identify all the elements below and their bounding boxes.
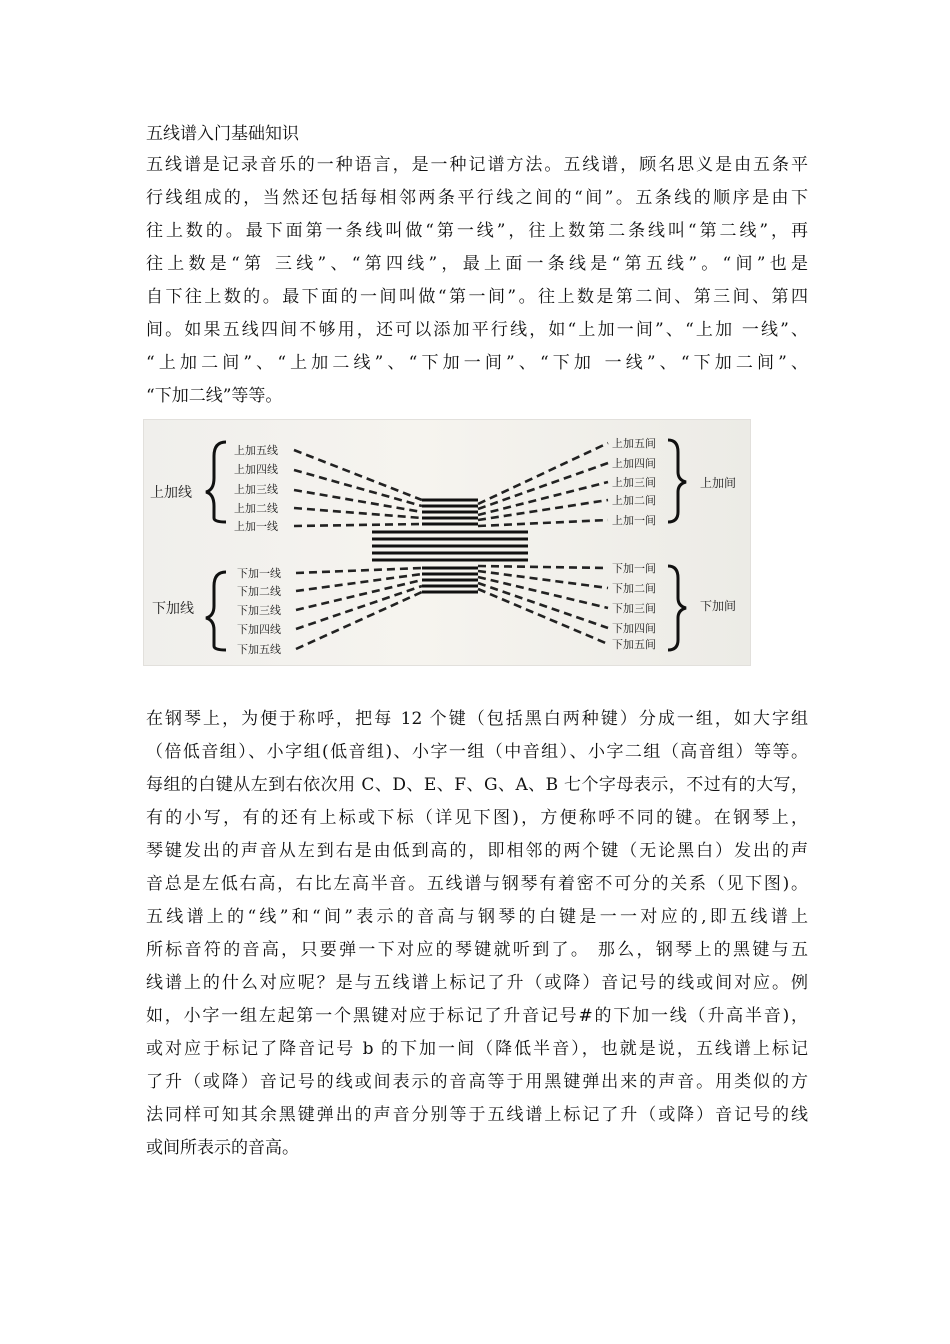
paragraph-line: （倍低音组）、小字组(低音组)、小字一组（中音组）、小字二组（高音组）等等。 xyxy=(146,742,808,762)
ledger-lines-diagram xyxy=(144,420,750,665)
lower-space-label: 下加五间 xyxy=(612,638,656,651)
paragraph-line: 法同样可知其余黑键弹出的声音分别等于五线谱上标记了升（或降）音记号的线 xyxy=(146,1105,808,1125)
paragraph-line: 如，小字一组左起第一个黑键对应于标记了升音记号#的下加一线（升高半音)， xyxy=(146,1006,808,1026)
paragraph-line: 往上数是“第 三线”、“第四线”，最上面一条线是“第五线”。“间”也是 xyxy=(146,254,808,274)
upper-line-label: 上加五线 xyxy=(234,444,278,457)
paragraph-line: 琴键发出的声音从左到右是由低到高的，即相邻的两个键（无论黑白）发出的声 xyxy=(146,841,808,861)
lower-group-label: 下加线 xyxy=(152,601,194,617)
paragraph-line: 每组的白键从左到右依次用 C、D、E、F、G、A、B 七个字母表示，不过有的大写， xyxy=(146,775,808,795)
lower-space-label: 下加二间 xyxy=(612,582,656,595)
lower-line-label: 下加四线 xyxy=(237,623,281,636)
lower-space-label: 下加三间 xyxy=(612,602,656,615)
dashed-connector xyxy=(296,574,422,591)
lower-line-label: 下加二线 xyxy=(237,585,281,598)
paragraph-line: 所标音符的音高，只要弹一下对应的琴键就听到了。 那么，钢琴上的黑键与五 xyxy=(146,940,808,960)
paragraph-line: “上加二间”、“上加二线”、“下加一间”、“下加 一线”、“下加二间”、 xyxy=(146,353,808,373)
lower-space-group-label: 下加间 xyxy=(700,599,737,613)
upper-line-label: 上加四线 xyxy=(234,463,278,476)
upper-line-label: 上加三线 xyxy=(234,483,278,496)
dashed-connector xyxy=(478,577,608,608)
dashed-connector xyxy=(478,566,608,568)
piano-paragraph xyxy=(146,703,808,1165)
paragraph-line: 有的小写，有的还有上标或下标（详见下图)，方便称呼不同的键。在钢琴上， xyxy=(146,808,808,828)
paragraph-line: 了升（或降）音记号的线或间表示的音高等于用黑键弹出来的声音。用类似的方 xyxy=(146,1072,808,1092)
upper-space-label: 上加一间 xyxy=(612,514,656,527)
paragraph-line: 五线谱上的“线”和“间”表示的音高与钢琴的白键是一一对应的,即五线谱上 xyxy=(146,907,808,927)
dashed-connector xyxy=(478,571,608,588)
paragraph-line: 在钢琴上，为便于称呼，把每 12 个键（包括黑白两种键）分成一组，如大字组 xyxy=(146,709,808,729)
upper-line-label: 上加二线 xyxy=(234,502,278,515)
paragraph-line: 自下往上数的。最下面的一间叫做“第一间”。往上数是第二间、第三间、第四 xyxy=(146,287,808,307)
paragraph-line: 行线组成的，当然还包括每相邻两条平行线之间的“间”。五条线的顺序是由下 xyxy=(146,188,808,208)
upper-line-label: 上加一线 xyxy=(234,520,278,533)
dashed-connector xyxy=(478,583,608,628)
ledger-lines-figure xyxy=(143,419,751,666)
dashed-connector xyxy=(296,586,422,629)
paragraph-line: “下加二线”等等。 xyxy=(146,386,283,406)
lower-line-label: 下加一线 xyxy=(237,567,281,580)
paragraph-line: 五线谱是记录音乐的一种语言，是一种记谱方法。五线谱，顾名思义是由五条平 xyxy=(146,155,808,175)
upper-lines-brace xyxy=(206,442,226,522)
paragraph-line: 或间所表示的音高。 xyxy=(146,1138,299,1158)
upper-spaces-brace xyxy=(668,440,686,522)
upper-space-label: 上加五间 xyxy=(612,437,656,450)
document-title: 五线谱入门基础知识 xyxy=(146,124,299,144)
intro-paragraph xyxy=(146,149,808,413)
dashed-connector xyxy=(478,589,608,644)
lower-line-label: 下加三线 xyxy=(237,604,281,617)
dashed-connector xyxy=(478,520,608,526)
staff-lines xyxy=(372,532,528,560)
lower-space-label: 下加一间 xyxy=(612,562,656,575)
dashed-connector xyxy=(296,592,422,649)
paragraph-line: 线谱上的什么对应呢？是与五线谱上标记了升（或降）音记号的线或间对应。例 xyxy=(146,973,808,993)
lower-line-label: 下加五线 xyxy=(237,643,281,656)
lower-lines-brace xyxy=(206,572,226,650)
paragraph-line: 或对应于标记了降音记号 b 的下加一间（降低半音），也就是说，五线谱上标记 xyxy=(146,1039,808,1059)
upper-space-group-label: 上加间 xyxy=(700,476,737,490)
upper-space-label: 上加二间 xyxy=(612,494,656,507)
paragraph-line: 间。如果五线四间不够用，还可以添加平行线，如“上加一间”、“上加 一线”、 xyxy=(146,320,808,340)
lower-spaces-brace xyxy=(668,566,686,650)
dashed-connector xyxy=(294,524,422,526)
upper-space-label: 上加三间 xyxy=(612,476,656,489)
upper-space-label: 上加四间 xyxy=(612,457,656,470)
upper-group-label: 上加线 xyxy=(150,485,192,501)
paragraph-line: 音总是左低右高，右比左高半音。五线谱与钢琴有着密不可分的关系（见下图)。 xyxy=(146,874,808,894)
paragraph-line: 往上数的。最下面第一条线叫做“第一线”，往上数第二条线叫“第二线”，再 xyxy=(146,221,808,241)
dashed-connector xyxy=(296,568,422,573)
dashed-connector xyxy=(296,580,422,610)
lower-space-label: 下加四间 xyxy=(612,622,656,635)
dashed-connector xyxy=(478,443,608,504)
